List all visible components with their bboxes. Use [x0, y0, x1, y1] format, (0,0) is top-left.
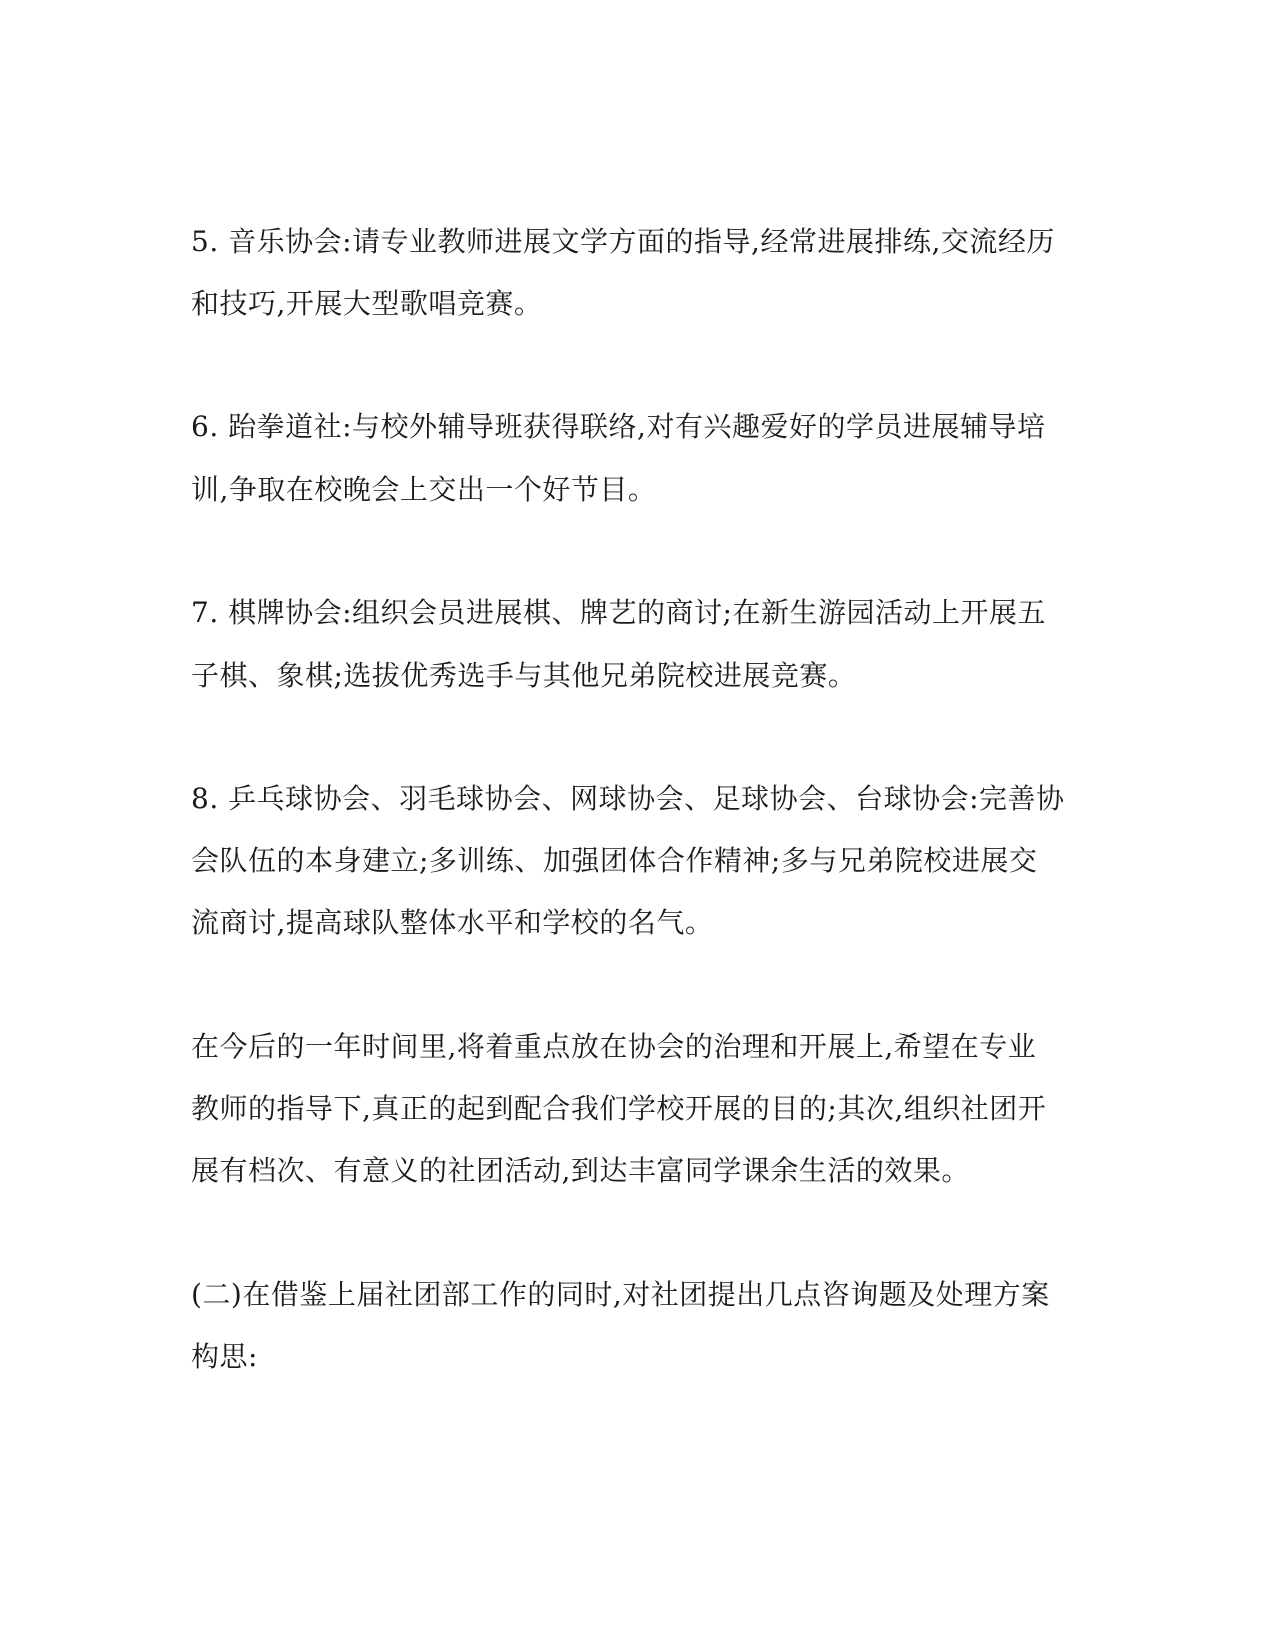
paragraph-summary-line-3: 展有档次、有意义的社团活动,到达丰富同学课余生活的效果。	[191, 1154, 970, 1187]
paragraph-item-5-line-1: 5. 音乐协会:请专业教师进展文学方面的指导,经常进展排练,交流经历	[191, 225, 1055, 258]
paragraph-item-8-line-1: 8. 乒乓球协会、羽毛球协会、网球协会、足球协会、台球协会:完善协	[191, 782, 1065, 815]
paragraph-item-7-line-1: 7. 棋牌协会:组织会员进展棋、牌艺的商讨;在新生游园活动上开展五	[191, 596, 1046, 629]
paragraph-summary-line-1: 在今后的一年时间里,将着重点放在协会的治理和开展上,希望在专业	[191, 1030, 1037, 1063]
paragraph-summary-line-2: 教师的指导下,真正的起到配合我们学校开展的目的;其次,组织社团开	[191, 1092, 1047, 1125]
section-2-heading-line-1: (二)在借鉴上届社团部工作的同时,对社团提出几点咨询题及处理方案	[191, 1278, 1050, 1311]
paragraph-item-6-line-1: 6. 跆拳道社:与校外辅导班获得联络,对有兴趣爱好的学员进展辅导培	[191, 410, 1046, 443]
paragraph-item-6-line-2: 训,争取在校晚会上交出一个好节目。	[191, 473, 657, 506]
paragraph-item-8-line-2: 会队伍的本身建立;多训练、加强团体合作精神;多与兄弟院校进展交	[191, 844, 1038, 877]
section-2-heading-line-2: 构思:	[191, 1340, 258, 1373]
paragraph-item-7-line-2: 子棋、象棋;选拔优秀选手与其他兄弟院校进展竞赛。	[191, 659, 857, 692]
paragraph-item-8-line-3: 流商讨,提高球队整体水平和学校的名气。	[191, 906, 714, 939]
paragraph-item-5-line-2: 和技巧,开展大型歌唱竞赛。	[191, 287, 543, 320]
